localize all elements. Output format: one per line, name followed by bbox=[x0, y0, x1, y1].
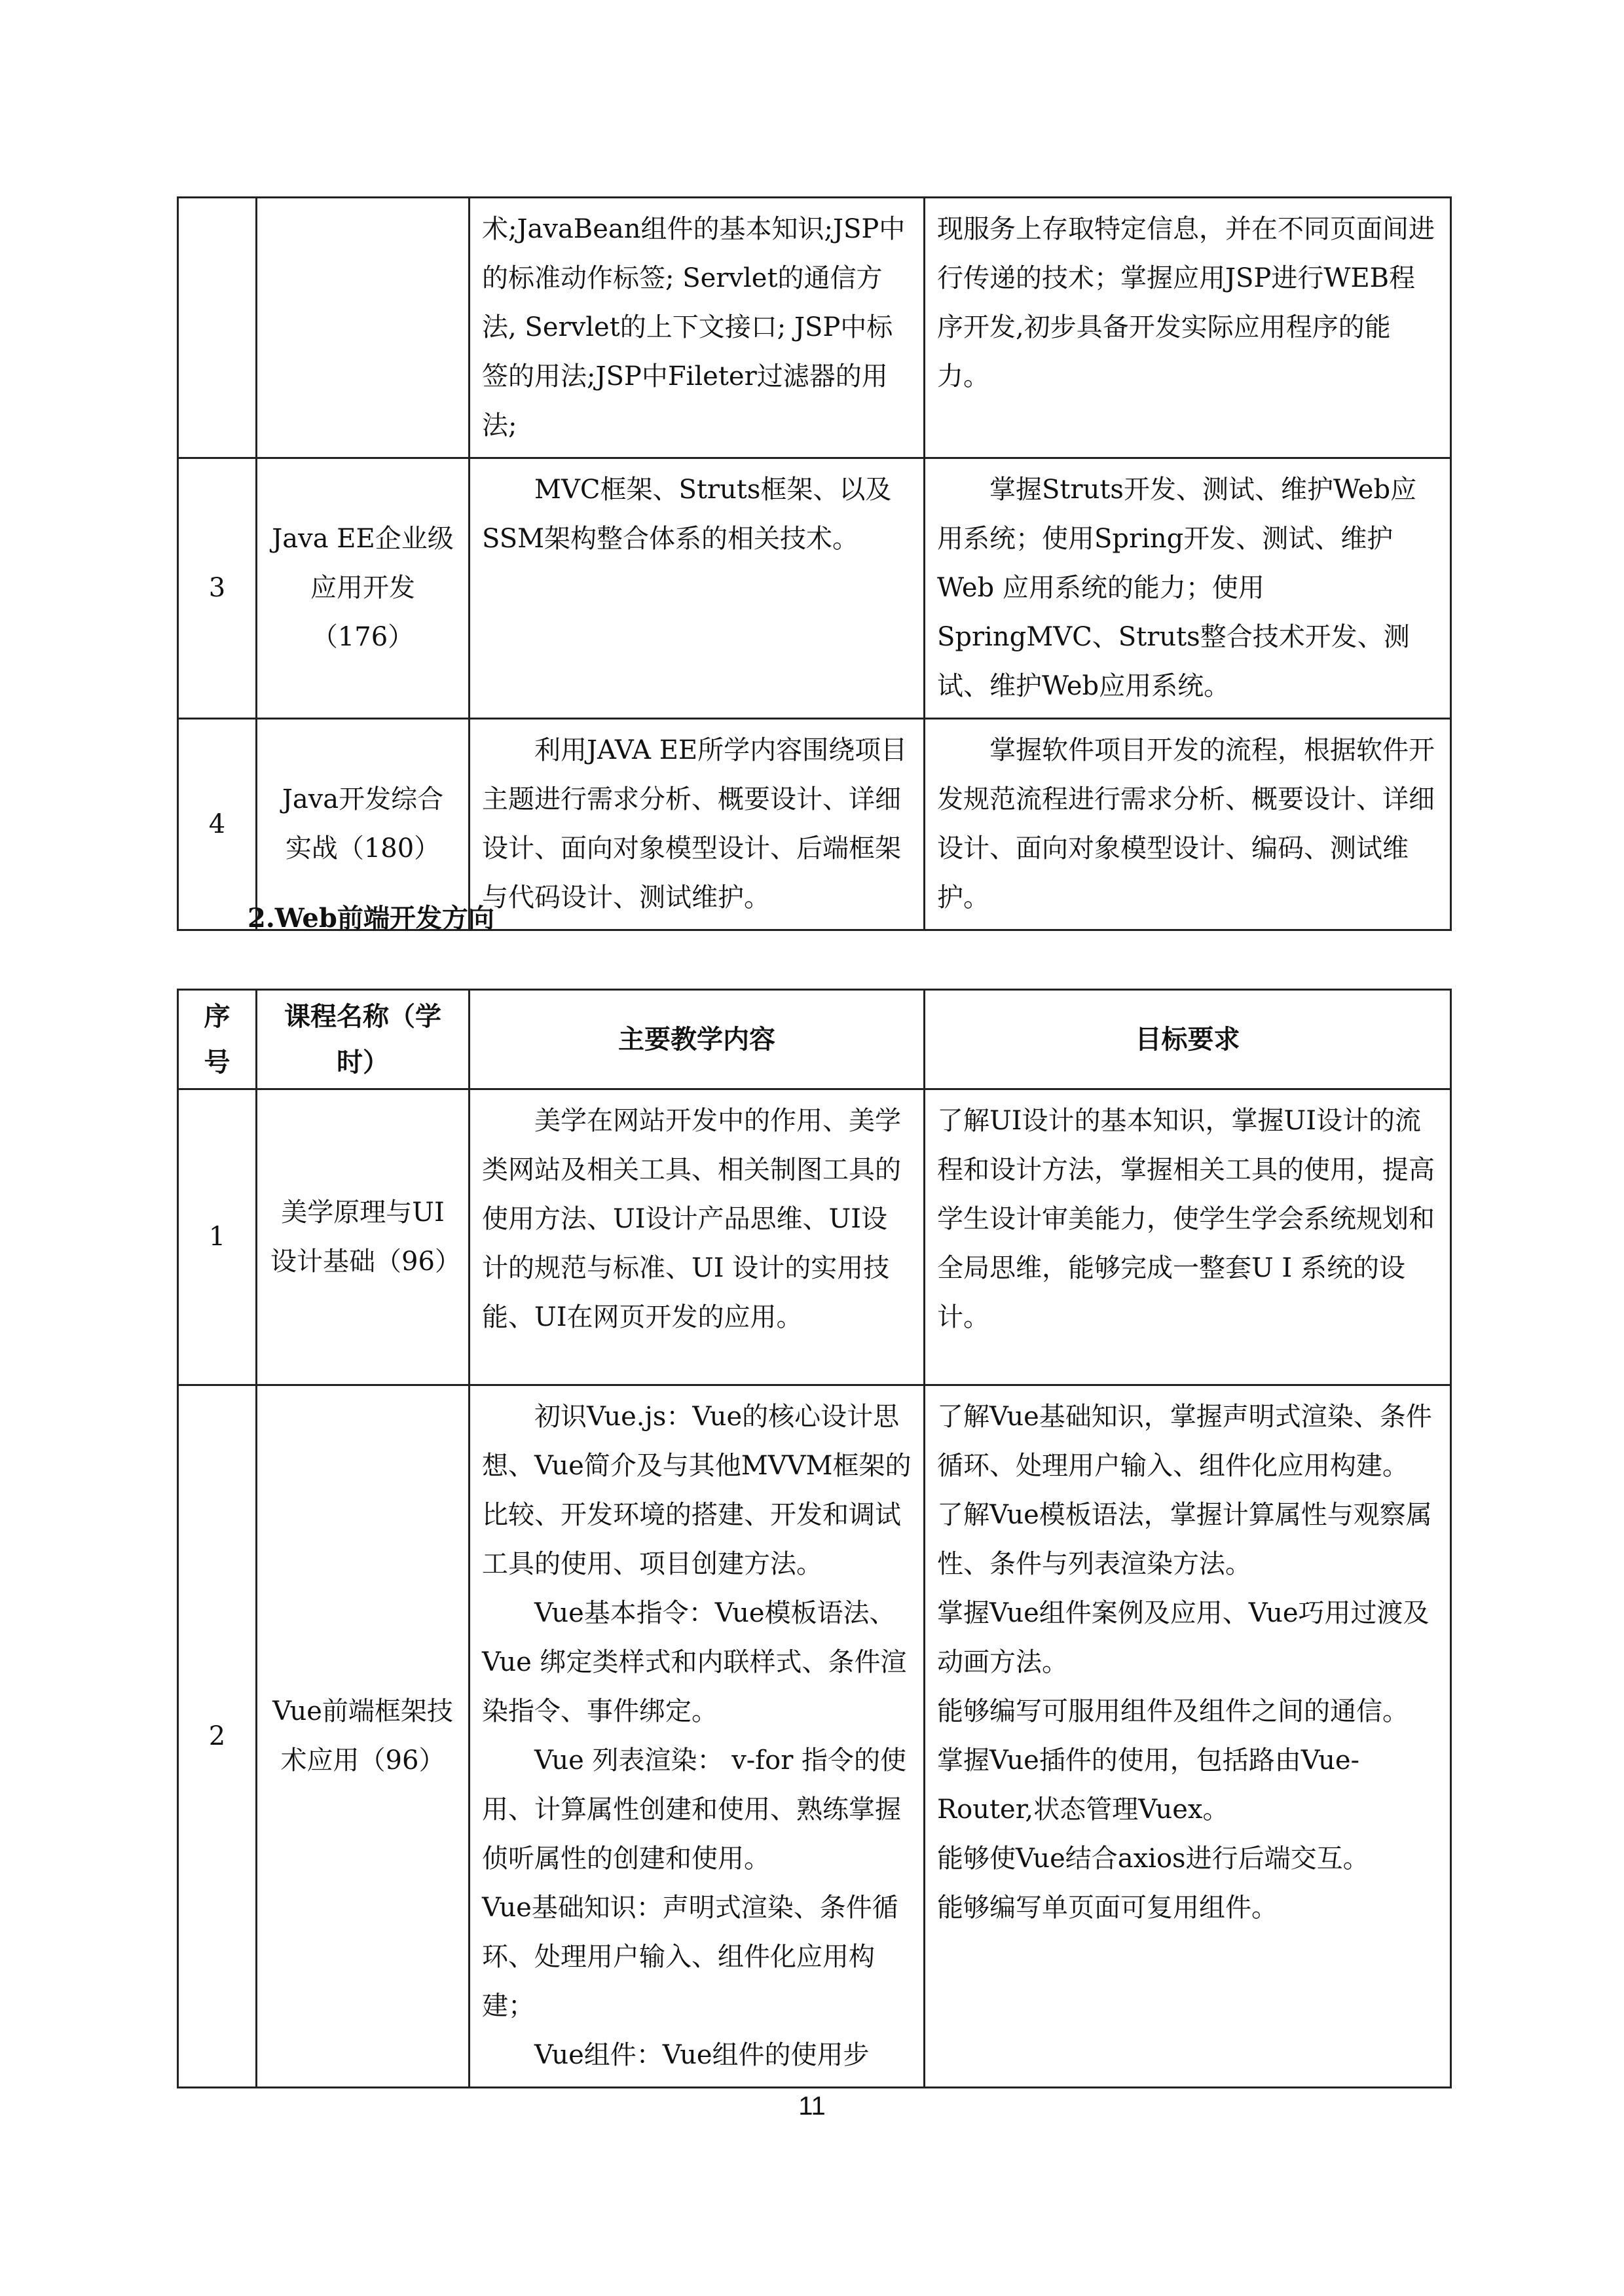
content-paragraph: 术;JavaBean组件的基本知识;JSP中的标准动作标签; Servlet的通信方法, Servlet的上下文接口; JSP中标签的用法;JSP中Fileter过滤器的用法; bbox=[482, 214, 906, 441]
goal-paragraph: 掌握Vue组件案例及应用、Vue巧用过渡及动画方法。 bbox=[937, 1598, 1430, 1677]
goal-paragraph: 掌握软件项目开发的流程，根据软件开发规范流程进行需求分析、概要设计、详细设计、面向对象模型设计、编码、测试维护。 bbox=[937, 735, 1435, 913]
course-content bbox=[470, 198, 925, 458]
row-number: 4 bbox=[178, 719, 257, 930]
header-goal: 目标要求 bbox=[925, 990, 1451, 1089]
table-row bbox=[178, 458, 1451, 719]
goal-paragraph: 了解Vue基础知识，掌握声明式渲染、条件循环、处理用户输入、组件化应用构建。 bbox=[937, 1402, 1432, 1481]
content-paragraph: MVC框架、Struts框架、以及SSM架构整合体系的相关技术。 bbox=[482, 475, 892, 554]
table-header-row bbox=[178, 990, 1451, 1089]
table-row bbox=[178, 198, 1451, 458]
page-number: 11 bbox=[798, 2092, 826, 2121]
goal-paragraph: 掌握Struts开发、测试、维护Web应用系统；使用Spring开发、测试、维护 Web 应用系统的能力；使用SpringMVC、Struts整合技术开发、测试、维护Web应用系统。 bbox=[937, 475, 1417, 701]
goal-paragraph: 能够编写可服用组件及组件之间的通信。 bbox=[937, 1696, 1409, 1726]
header-content: 主要教学内容 bbox=[470, 990, 925, 1089]
course-name bbox=[257, 198, 470, 458]
goal-paragraph: 了解UI设计的基本知识，掌握UI设计的流程和设计方法，掌握相关工具的使用，提高学生设计审美能力，使学生学会系统规划和全局思维，能够完成一整套U I 系统的设计。 bbox=[937, 1106, 1435, 1332]
content-paragraph: 美学在网站开发中的作用、美学类网站及相关工具、相关制图工具的使用方法、UI设计产品思维、UI设计的规范与标准、UI 设计的实用技能、UI在网页开发的应用。 bbox=[482, 1106, 901, 1332]
goal-paragraph: 掌握Vue插件的使用，包括路由Vue-Router,状态管理Vuex。 bbox=[937, 1745, 1360, 1825]
course-name: Java开发综合实战（180） bbox=[257, 719, 470, 930]
header-name: 课程名称（学时） bbox=[257, 990, 470, 1089]
course-content bbox=[470, 719, 925, 930]
table-row bbox=[178, 1089, 1451, 1385]
course-name: Java EE企业级应用开发（176） bbox=[257, 458, 470, 719]
content-paragraph: Vue基础知识：声明式渲染、条件循环、处理用户输入、组件化应用构建； bbox=[482, 1893, 898, 2021]
section-title: 2.Web前端开发方向 bbox=[248, 903, 494, 934]
content-paragraph: 利用JAVA EE所学内容围绕项目主题进行需求分析、概要设计、详细设计、面向对象模型设计、后端框架与代码设计、测试维护。 bbox=[482, 735, 908, 913]
row-number bbox=[178, 198, 257, 458]
row-number: 3 bbox=[178, 458, 257, 719]
course-table-continued bbox=[177, 196, 1452, 931]
table-row bbox=[178, 1385, 1451, 2088]
course-goal bbox=[925, 1089, 1451, 1385]
header-num: 序号 bbox=[178, 990, 257, 1089]
row-number: 1 bbox=[178, 1089, 257, 1385]
goal-paragraph: 能够编写单页面可复用组件。 bbox=[937, 1893, 1278, 1923]
row-number: 2 bbox=[178, 1385, 257, 2088]
goal-paragraph: 能够使Vue结合axios进行后端交互。 bbox=[937, 1844, 1369, 1874]
course-goal bbox=[925, 458, 1451, 719]
content-paragraph: Vue 列表渲染： v-for 指令的使用、计算属性创建和使用、熟练掌握侦听属性的创建和使用。 bbox=[482, 1745, 907, 1874]
goal-paragraph: 了解Vue模板语法，掌握计算属性与观察属性、条件与列表渲染方法。 bbox=[937, 1500, 1432, 1579]
course-name: Vue前端框架技术应用（96） bbox=[257, 1385, 470, 2088]
web-frontend-course-table bbox=[177, 989, 1452, 2088]
content-paragraph: Vue基本指令：Vue模板语法、Vue 绑定类样式和内联样式、条件渲染指令、事件绑定。 bbox=[482, 1598, 907, 1726]
course-content bbox=[470, 458, 925, 719]
course-goal bbox=[925, 719, 1451, 930]
course-content bbox=[470, 1089, 925, 1385]
course-name: 美学原理与UI设计基础（96） bbox=[257, 1089, 470, 1385]
content-paragraph: Vue组件：Vue组件的使用步 bbox=[534, 2040, 870, 2070]
goal-paragraph: 现服务上存取特定信息，并在不同页面间进行传递的技术；掌握应用JSP进行WEB程序开发,初步具备开发实际应用程序的能力。 bbox=[937, 214, 1435, 392]
course-goal bbox=[925, 1385, 1451, 2088]
content-paragraph: 初识Vue.js：Vue的核心设计思想、Vue简介及与其他MVVM框架的比较、开发环境的搭建、开发和调试工具的使用、项目创建方法。 bbox=[482, 1402, 912, 1579]
course-content bbox=[470, 1385, 925, 2088]
course-goal bbox=[925, 198, 1451, 458]
